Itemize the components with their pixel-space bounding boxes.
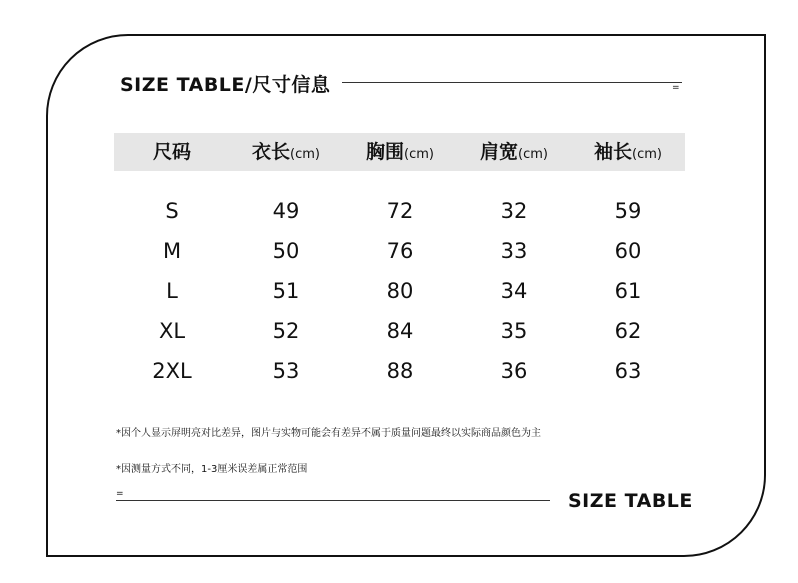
title-divider [342, 82, 682, 83]
cell-sleeve: 61 [614, 279, 642, 303]
table-row [114, 351, 685, 391]
cell-sleeve: 63 [614, 359, 642, 383]
title-equals-mark: = [672, 83, 680, 93]
cell-length: 53 [272, 359, 300, 383]
header-size: 尺码 [152, 141, 192, 163]
cell-chest: 80 [386, 279, 414, 303]
cell-length: 51 [272, 279, 300, 303]
cell-sleeve: 59 [614, 199, 642, 223]
cell-size: XL [158, 319, 186, 343]
cell-chest: 76 [386, 239, 414, 263]
note-measurement-tolerance: *因测量方式不同，1-3厘米误差属正常范围 [116, 464, 308, 475]
table-row [114, 271, 685, 311]
header-chest: 胸围(cm) [366, 141, 434, 163]
cell-shoulder: 36 [500, 359, 528, 383]
header-shoulder: 肩宽(cm) [480, 141, 548, 163]
cell-sleeve: 62 [614, 319, 642, 343]
cell-length: 49 [272, 199, 300, 223]
cell-size: L [166, 279, 178, 303]
cell-shoulder: 35 [500, 319, 528, 343]
header-length: 衣长(cm) [252, 141, 320, 163]
cell-chest: 72 [386, 199, 414, 223]
footer-title: SIZE TABLE [568, 490, 693, 512]
header-sleeve: 袖长(cm) [594, 141, 662, 163]
cell-length: 50 [272, 239, 300, 263]
bottom-divider [116, 500, 550, 501]
cell-shoulder: 32 [500, 199, 528, 223]
cell-shoulder: 34 [500, 279, 528, 303]
table-row [114, 311, 685, 351]
table-row [114, 191, 685, 231]
cell-length: 52 [272, 319, 300, 343]
cell-chest: 84 [386, 319, 414, 343]
cell-sleeve: 60 [614, 239, 642, 263]
note-color-difference: *因个人显示屏明亮对比差异，图片与实物可能会有差异不属于质量问题最终以实际商品颜色为主 [116, 428, 541, 439]
cell-chest: 88 [386, 359, 414, 383]
cell-size: M [162, 239, 182, 263]
page-title: SIZE TABLE/尺寸信息 [120, 74, 331, 96]
table-row [114, 231, 685, 271]
cell-size: S [165, 199, 179, 223]
table-header [114, 133, 685, 171]
cell-shoulder: 33 [500, 239, 528, 263]
cell-size: 2XL [152, 359, 192, 383]
bottom-equals-mark: = [116, 489, 124, 499]
